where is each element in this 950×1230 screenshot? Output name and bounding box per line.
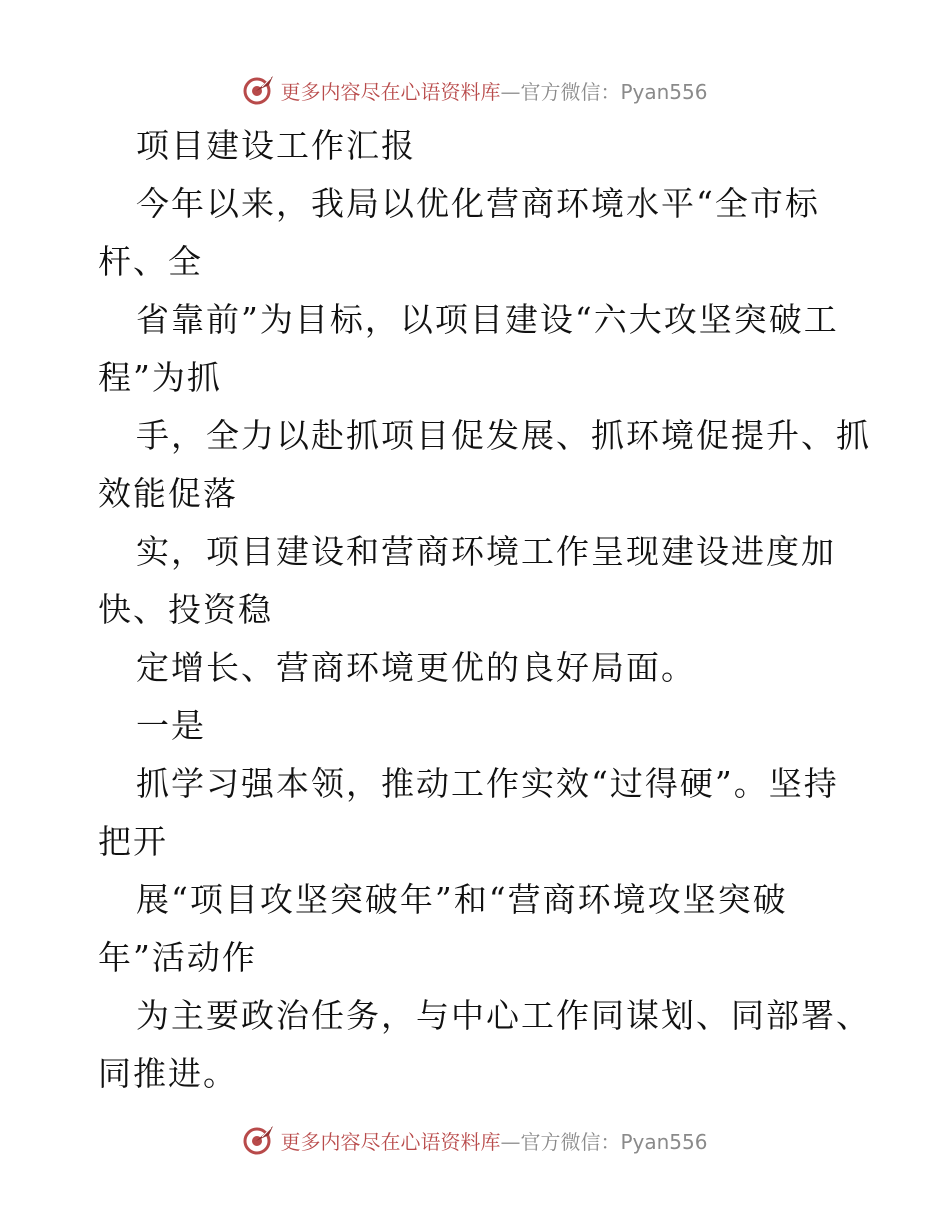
paragraph-line: 效能促落	[98, 474, 238, 513]
paragraph-line: 把开	[98, 822, 168, 861]
document-title: 项目建设工作汇报	[136, 126, 416, 165]
paragraph-line: 定增长、营商环境更优的良好局面。	[136, 648, 696, 687]
header-banner-wechat: 官方微信：Pyan556	[520, 79, 708, 104]
footer-banner-wechat: 官方微信：Pyan556	[520, 1129, 708, 1154]
paragraph-line: 今年以来，我局以优化营商环境水平“全市标	[136, 184, 820, 223]
quill-pen-logo-icon	[242, 73, 276, 107]
section-heading: 一是	[136, 706, 206, 745]
paragraph-line: 为主要政治任务，与中心工作同谋划、同部署、	[136, 996, 871, 1035]
header-banner-separator: —	[500, 79, 521, 104]
footer-banner-title: 更多内容尽在心语资料库	[280, 1129, 501, 1154]
footer-banner	[0, 1120, 950, 1160]
paragraph-line: 抓学习强本领，推动工作实效“过得硬”。坚持	[136, 764, 839, 803]
paragraph-line: 同推进。	[98, 1054, 238, 1093]
paragraph-line: 展“项目攻坚突破年”和“营商环境攻坚突破	[136, 880, 788, 919]
paragraph-line: 年”活动作	[98, 938, 257, 977]
paragraph-line: 快、投资稳	[98, 590, 273, 629]
paragraph-line: 程”为抓	[98, 358, 222, 397]
header-banner-title: 更多内容尽在心语资料库	[280, 79, 501, 104]
paragraph-line: 省靠前”为目标，以项目建设“六大攻坚突破工	[136, 300, 839, 339]
paragraph-line: 杆、全	[98, 242, 203, 281]
quill-pen-logo-icon	[242, 1123, 276, 1157]
header-banner	[0, 70, 950, 110]
paragraph-line: 实，项目建设和营商环境工作呈现建设进度加	[136, 532, 836, 571]
footer-banner-separator: —	[500, 1129, 521, 1154]
paragraph-line: 手，全力以赴抓项目促发展、抓环境促提升、抓	[136, 416, 871, 455]
